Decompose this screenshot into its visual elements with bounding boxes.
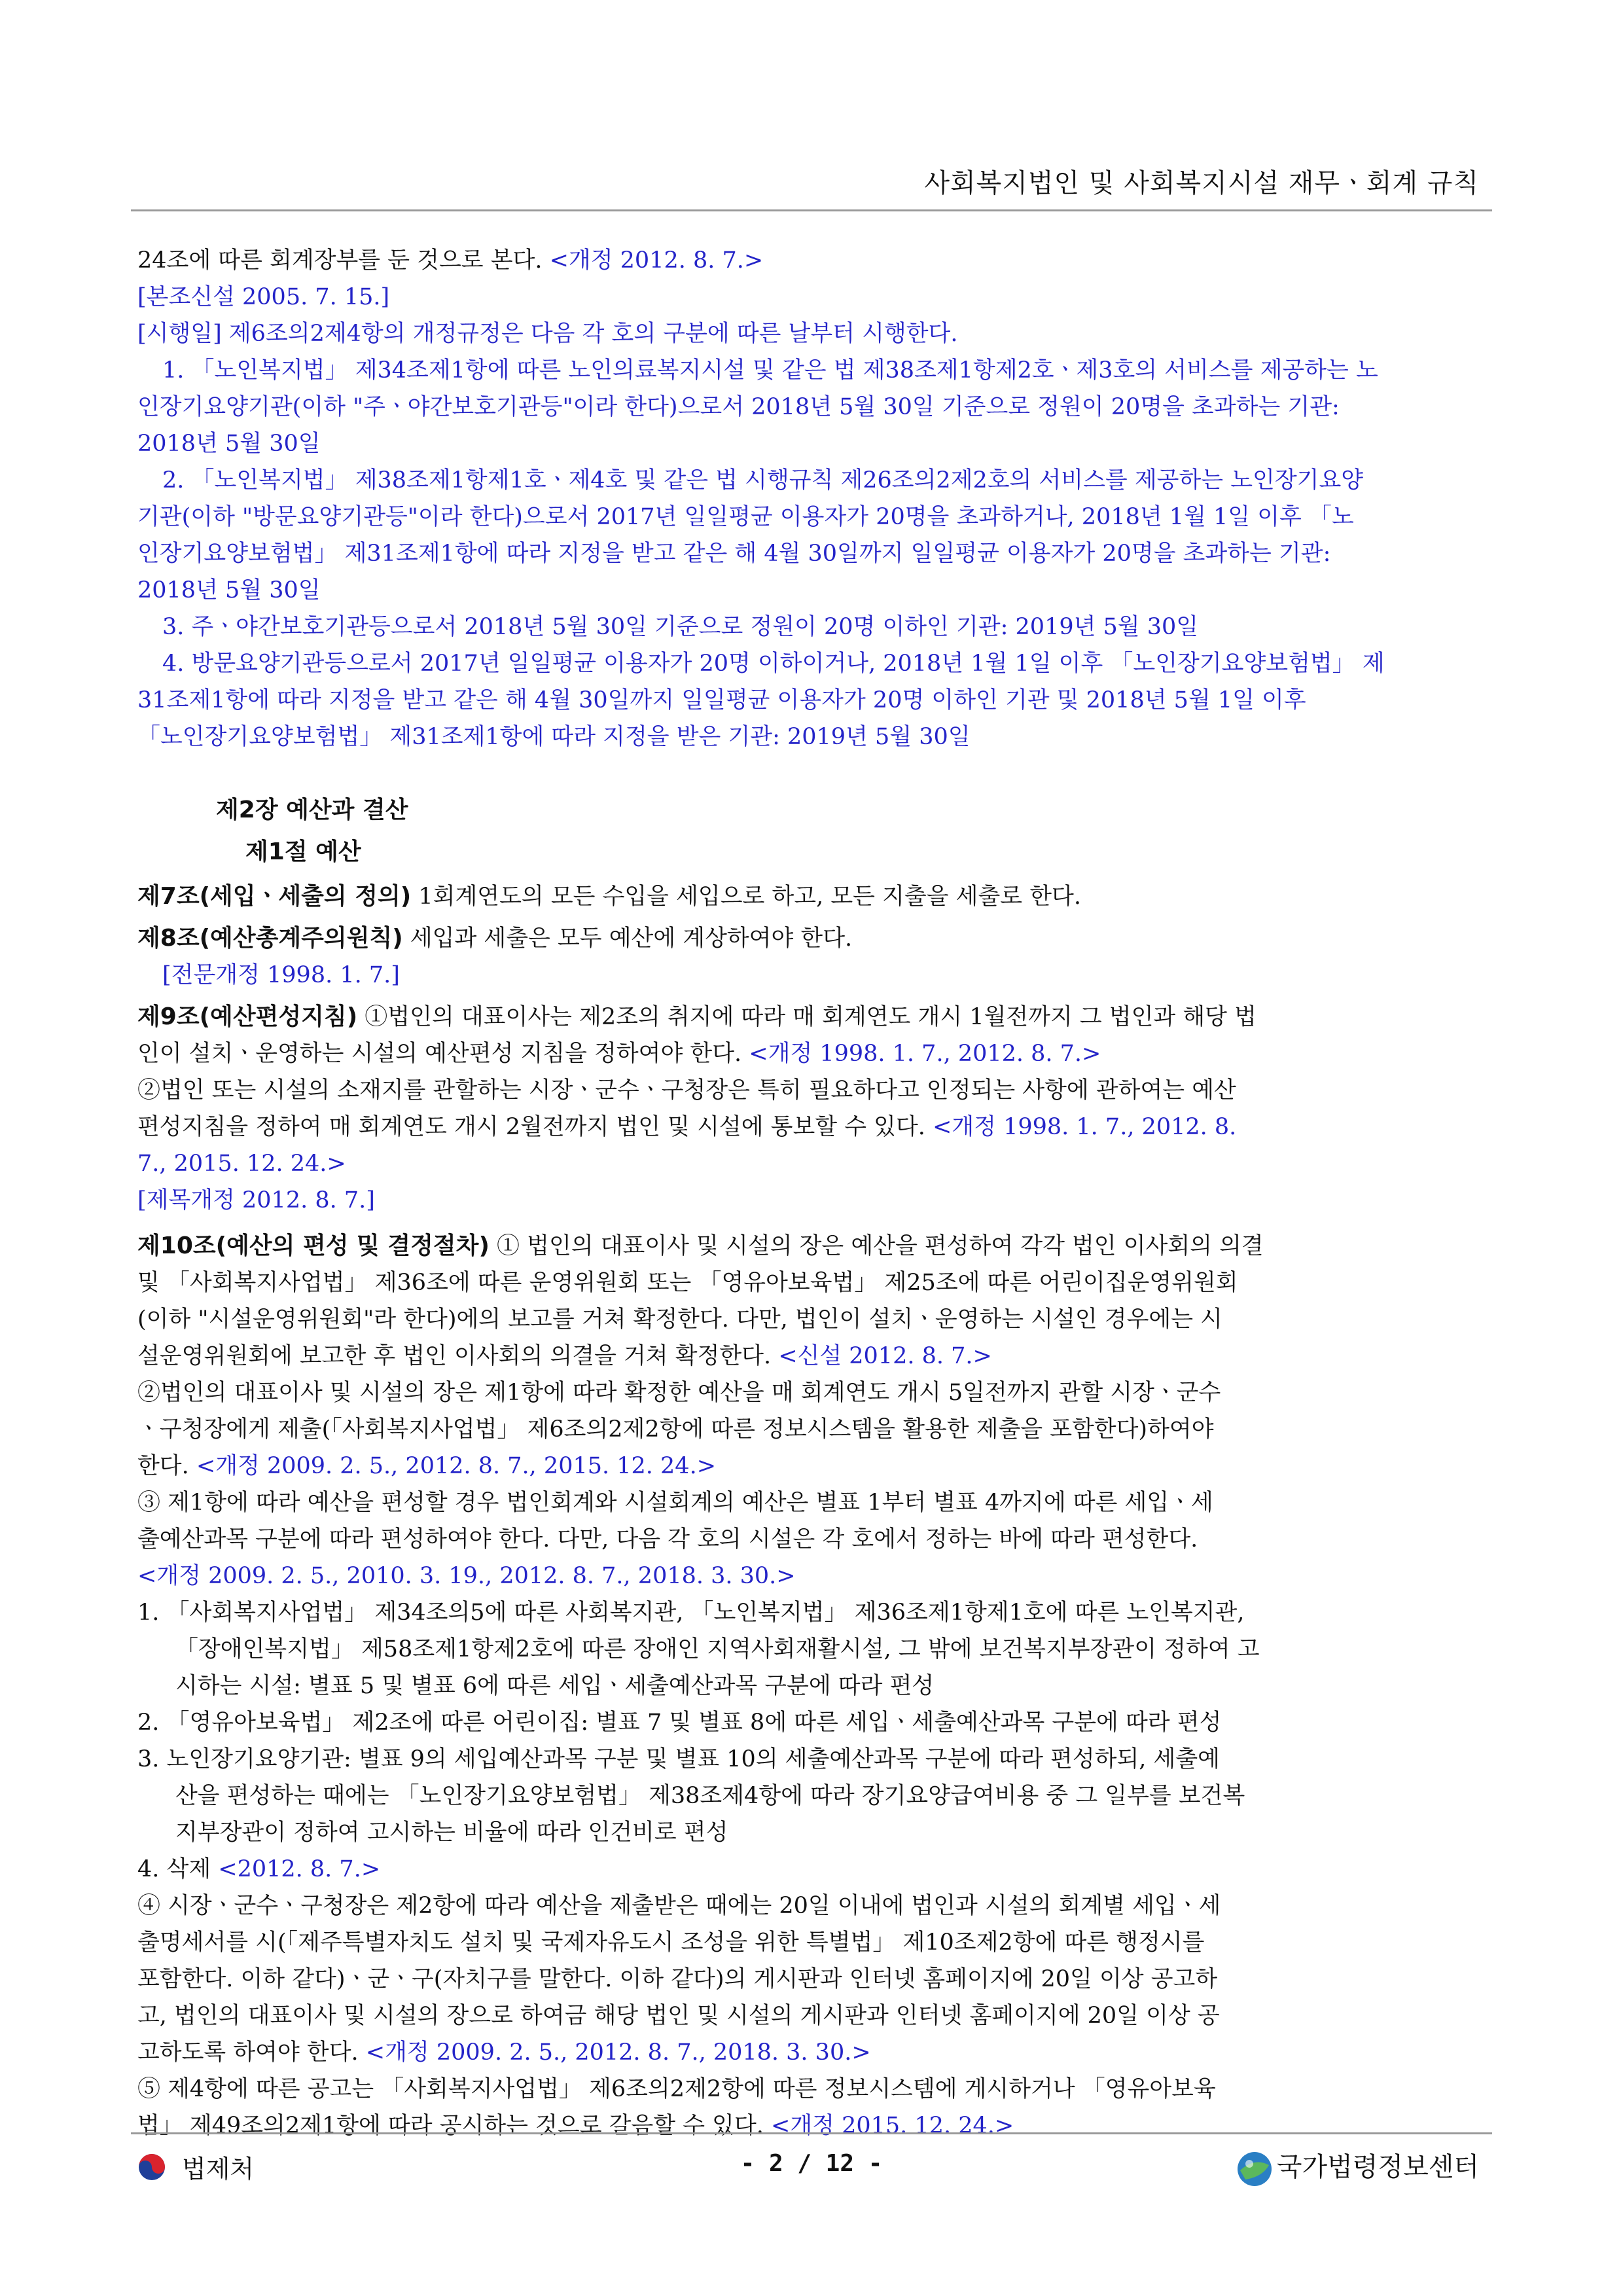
article-text: 한다. [137,1453,189,1479]
paragraph-line: 고, 법인의 대표이사 및 시설의 장으로 하여금 해당 법인 및 시설의 게시판과 인터넷 홈페이지에 20일 이상 공 [137,2003,1220,2029]
article-8 [137,920,1486,994]
paragraph-line: ④ 시장ㆍ군수ㆍ구청장은 제2항에 따라 예산을 제출받은 때에는 20일 이내에 법인과 시설의 회계별 세입ㆍ세 [137,1893,1221,1919]
article-9 [137,999,1486,1219]
article-line [137,1228,1486,1265]
paragraph-line: (이하 "시설운영위원회"라 한다)에의 보고를 거쳐 확정한다. 다만, 법인이 설치ㆍ운영하는 시설인 경우에는 시 [137,1306,1222,1333]
article-line [137,878,1486,915]
item-line: 산을 편성하는 때에는 「노인장기요양보험법」 제38조제4항에 따라 장기요양급여비용 중 그 일부를 보건복 [175,1783,1245,1809]
effective-date-note: [시행일] 제6조의2제4항의 개정규정은 다음 각 호의 구분에 따른 날부터 시행한다. [137,321,958,347]
paragraph-line: ②법인 또는 시설의 소재지를 관할하는 시장ㆍ군수ㆍ구청장은 특히 필요하다고 인정되는 사항에 관하여는 예산 [137,1077,1236,1103]
article-line [137,1035,1486,1072]
effective-item-4 [137,645,1486,755]
paragraph-line: 포함한다. 이하 같다)ㆍ군ㆍ구(자치구를 말한다. 이하 같다)의 게시판과 인터넷 홈페이지에 20일 이상 공고하 [137,1966,1218,1992]
revision-note: <개정 2012. 8. 7.> [549,247,764,274]
revision-note: <개정 2009. 2. 5., 2010. 3. 19., 2012. 8. 7., 2018. 3. 30.> [137,1563,796,1589]
list-item [137,1594,1486,1704]
article-text: 법」 제49조의2제1항에 따라 공시하는 것으로 갈음할 수 있다. [137,2113,764,2139]
article-heading: 제9조(예산편성지침) [137,1003,358,1030]
revision-note: <2012. 8. 7.> [211,1856,381,1882]
item-line: 1. 「사회복지사업법」 제34조의5에 따른 사회복지관, 「노인복지법」 제36조제1항제1호에 따른 노인복지관, [137,1600,1245,1626]
new-article-note: [본조신설 2005. 7. 15.] [137,284,390,310]
page-footer [131,2132,1492,2193]
page-header [131,157,1492,211]
effective-item-2 [137,462,1486,609]
item-line: 3. 주ㆍ야간보호기관등으로서 2018년 5월 30일 기준으로 정원이 20명 이하인 기관: 2019년 5월 30일 [162,614,1199,640]
revision-note: <개정 1998. 1. 7., 2012. 8. 7.> [741,1041,1101,1067]
revision-note: 7., 2015. 12. 24.> [137,1151,346,1177]
continued-line [137,242,1486,279]
agency-label: 법제처 [182,2155,255,2183]
paragraph-line [137,1338,1486,1374]
revision-note: <개정 1998. 1. 7., 2012. 8. [925,1114,1237,1140]
paragraph-line [137,2034,1486,2071]
item-line: 2. 「영유아보육법」 제2조에 따른 어린이집: 별표 7 및 별표 8에 따른 세입ㆍ세출예산과목 구분에 따라 편성 [137,1710,1222,1736]
item-line: 31조제1항에 따라 지정을 받고 같은 해 4월 30일까지 일일평균 이용자가 20명 이하인 기관 및 2018년 5월 1일 이후 [137,687,1306,713]
article-heading: 제10조(예산의 편성 및 결정절차) [137,1232,490,1259]
article-line [137,920,1486,957]
item-line: 「노인장기요양보험법」 제31조제1항에 따라 지정을 받은 기관: 2019년 5월 30일 [137,724,971,750]
item-line: 2. 「노인복지법」 제38조제1항제1호ㆍ제4호 및 같은 법 시행규칙 제26조의2제2호의 서비스를 제공하는 노인장기요양 [162,467,1364,493]
revision-note: [전문개정 1998. 1. 7.] [162,962,400,988]
document-body [137,242,1486,2144]
item-line: 2018년 5월 30일 [137,431,321,457]
chapter-heading: 제2장 예산과 결산 [216,797,408,823]
paragraph-line: 출예산과목 구분에 따라 편성하여야 한다. 다만, 다음 각 호의 시설은 각 호에서 정하는 바에 따라 편성한다. [137,1526,1198,1552]
article-text: 편성지침을 정하여 매 회계연도 개시 2월전까지 법인 및 시설에 통보할 수 있다. [137,1114,925,1140]
item-line: 3. 노인장기요양기관: 별표 9의 세입예산과목 구분 및 별표 10의 세출예산과목 구분에 따라 편성하되, 세출예 [137,1746,1220,1772]
article-text: 1회계연도의 모든 수입을 세입으로 하고, 모든 지출을 세출로 한다. [411,884,1081,910]
article-heading: 제8조(예산총계주의원칙) [137,925,403,952]
paragraph-line: ㆍ구청장에게 제출(「사회복지사업법」 제6조의2제2항에 따른 정보시스템을 활용한 제출을 포함한다)하여야 [137,1416,1214,1443]
paragraph-line: ③ 제1항에 따라 예산을 편성할 경우 법인회계와 시설회계의 예산은 별표 1부터 별표 4까지에 따른 세입ㆍ세 [137,1490,1213,1516]
article-text: 설운영위원회에 보고한 후 법인 이사회의 의결을 거쳐 확정한다. [137,1343,772,1369]
section-heading: 제1절 예산 [245,838,361,865]
paragraph-line: 및 「사회복지사업법」 제36조에 따른 운영위원회 또는 「영유아보육법」 제25조에 따른 어린이집운영위원회 [137,1270,1238,1296]
globe-icon [1236,2151,1265,2179]
revision-note: <개정 2009. 2. 5., 2012. 8. 7., 2018. 3. 30.> [358,2039,871,2066]
item-line: 기관(이하 "방문요양기관등"이라 한다)으로서 2017년 일일평균 이용자가 20명을 초과하거나, 2018년 1월 1일 이후 「노 [137,504,1354,530]
effective-item-1 [137,352,1486,462]
center-label: 국가법령정보센터 [1276,2152,1479,2182]
article-10 [137,1228,1486,2144]
paragraph-line: ⑤ 제4항에 따른 공고는 「사회복지사업법」 제6조의2제2항에 따른 정보시스템에 게시하거나 「영유아보육 [137,2076,1216,2102]
item-line: 1. 「노인복지법」 제34조제1항에 따른 노인의료복지시설 및 같은 법 제38조제1항제2호ㆍ제3호의 서비스를 제공하는 노 [162,357,1378,384]
item-line: 지부장관이 정하여 고시하는 비율에 따라 인건비로 편성 [175,1820,728,1846]
item-label: 4. 삭제 [137,1856,211,1882]
item-line: 인장기요양기관(이하 "주ㆍ야간보호기관등"이라 한다)으로서 2018년 5월 30일 기준으로 정원이 20명을 초과하는 기관: [137,394,1340,420]
article-text: ①법인의 대표이사는 제2조의 취지에 따라 매 회계연도 개시 1월전까지 그 법인과 해당 법 [357,1004,1257,1030]
article-7 [137,878,1486,915]
list-item [137,1851,1486,1888]
list-item [137,1741,1486,1851]
article-text: 세입과 세출은 모두 예산에 계상하여야 한다. [402,925,853,952]
footer-center-name [1236,2146,1479,2183]
article-line [137,999,1486,1035]
article-heading: 제7조(세입ㆍ세출의 정의) [137,883,412,910]
revision-note: <개정 2015. 12. 24.> [763,2113,1014,2139]
paragraph-line: ②법인의 대표이사 및 시설의 장은 제1항에 따라 확정한 예산을 매 회계연도 개시 5일전까지 관할 시장ㆍ군수 [137,1380,1221,1406]
item-line: 4. 방문요양기관등으로서 2017년 일일평균 이용자가 20명 이하이거나, 2018년 1월 1일 이후 「노인장기요양보험법」 제 [162,651,1385,677]
title-revision-note: [제목개정 2012. 8. 7.] [137,1187,375,1213]
article-text: ① 법인의 대표이사 및 시설의 장은 예산을 편성하여 각각 법인 이사회의 의결 [489,1233,1264,1259]
paragraph-line: 출명세서를 시(「제주특별자치도 설치 및 국제자유도시 조성을 위한 특별법」 제10조제2항에 따른 행정시를 [137,1929,1205,1956]
item-line: 시하는 시설: 별표 5 및 별표 6에 따른 세입ㆍ세출예산과목 구분에 따라 편성 [175,1673,935,1699]
item-line: 2018년 5월 30일 [137,577,321,603]
effective-item-3 [137,609,1486,645]
document-title: 사회복지법인 및 사회복지시설 재무ㆍ회계 규칙 [924,168,1479,198]
paragraph-line [137,1109,1486,1145]
revision-note: <개정 2009. 2. 5., 2012. 8. 7., 2015. 12. 24.> [188,1453,717,1479]
continued-text: 24조에 따른 회계장부를 둔 것으로 본다. [137,247,543,274]
item-line: 「장애인복지법」 제58조제1항제2호에 따른 장애인 지역사회재활시설, 그 밖에 보건복지부장관이 정하여 고 [175,1636,1260,1662]
paragraph-line [137,1448,1486,1484]
page-number: - 2 / 12 - [740,2150,883,2177]
article-text: 인이 설치ㆍ운영하는 시설의 예산편성 지침을 정하여야 한다. [137,1041,742,1067]
item-line: 인장기요양보험법」 제31조제1항에 따라 지정을 받고 같은 해 4월 30일까지 일일평균 이용자가 20명을 초과하는 기관: [137,541,1331,567]
list-item [137,1704,1486,1741]
revision-note: <신설 2012. 8. 7.> [771,1343,992,1369]
article-text: 고하도록 하여야 한다. [137,2039,359,2066]
